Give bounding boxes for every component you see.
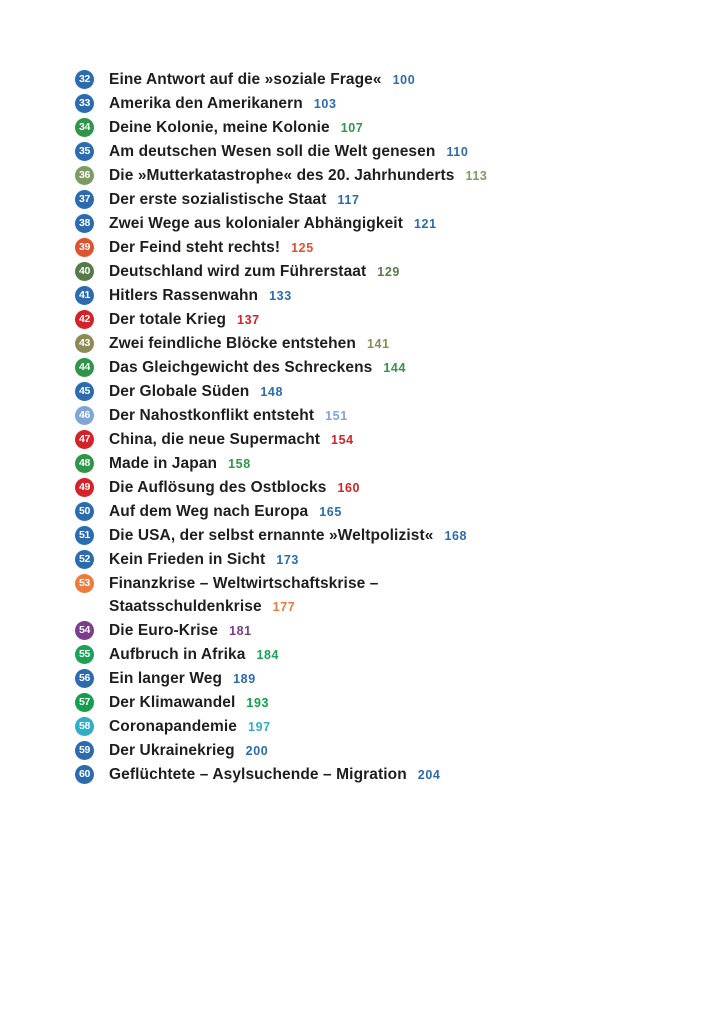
chapter-title: Aufbruch in Afrika <box>109 646 246 663</box>
chapter-number-badge: 43 <box>75 334 94 353</box>
entry-text <box>109 763 440 787</box>
chapter-title: Die Auflösung des Ostblocks <box>109 479 327 496</box>
chapter-number-badge: 36 <box>75 166 94 185</box>
toc-entry <box>75 739 675 763</box>
chapter-number-badge: 39 <box>75 238 94 257</box>
toc-entry <box>75 236 675 260</box>
chapter-number-badge: 41 <box>75 286 94 305</box>
entry-text <box>109 739 268 763</box>
toc-entry <box>75 260 675 284</box>
chapter-title: Der Globale Süden <box>109 383 250 400</box>
chapter-title: Die »Mutterkatastrophe« des 20. Jahrhunderts <box>109 167 455 184</box>
entry-text <box>109 212 437 236</box>
page-number: 154 <box>331 433 354 447</box>
chapter-title: Made in Japan <box>109 455 218 472</box>
entry-text <box>109 68 415 92</box>
chapter-title: Der totale Krieg <box>109 311 227 328</box>
chapter-number-badge: 45 <box>75 382 94 401</box>
chapter-title: Deutschland wird zum Führerstaat <box>109 263 367 280</box>
toc-entry <box>75 643 675 667</box>
toc-entry <box>75 188 675 212</box>
chapter-number-badge: 51 <box>75 526 94 545</box>
toc-entry <box>75 667 675 691</box>
chapter-number-badge: 58 <box>75 717 94 736</box>
chapter-number-badge: 49 <box>75 478 94 497</box>
chapter-number-badge: 46 <box>75 406 94 425</box>
entry-text <box>109 260 400 284</box>
chapter-title: Hitlers Rassenwahn <box>109 287 259 304</box>
chapter-number-badge: 57 <box>75 693 94 712</box>
page-number: 100 <box>392 73 416 87</box>
table-of-contents <box>75 68 675 787</box>
page-number: 129 <box>377 265 400 279</box>
chapter-title: Auf dem Weg nach Europa <box>109 503 309 520</box>
page-number: 148 <box>260 385 284 399</box>
page-number: 117 <box>337 193 360 207</box>
entry-text <box>109 140 468 164</box>
chapter-number-badge: 53 <box>75 574 94 593</box>
toc-entry <box>75 92 675 116</box>
chapter-title: Ein langer Weg <box>109 670 223 687</box>
chapter-title: Die USA, der selbst ernannte »Weltpolizist« <box>109 527 434 544</box>
chapter-title: Amerika den Amerikanern <box>109 95 303 112</box>
chapter-title: Am deutschen Wesen soll die Welt genesen <box>109 143 436 160</box>
page-number: 125 <box>291 241 314 255</box>
toc-entry <box>75 212 675 236</box>
toc-entry <box>75 548 675 572</box>
entry-text <box>109 428 354 452</box>
chapter-title: Der erste sozialistische Staat <box>109 191 327 208</box>
chapter-title: Deine Kolonie, meine Kolonie <box>109 119 330 136</box>
entry-text <box>109 332 390 356</box>
toc-entry <box>75 404 675 428</box>
toc-entry <box>75 428 675 452</box>
page-number: 141 <box>366 337 390 351</box>
page-number: 173 <box>276 553 299 567</box>
page-number: 113 <box>465 169 488 183</box>
toc-entry <box>75 524 675 548</box>
toc-entry <box>75 164 675 188</box>
chapter-number-badge: 40 <box>75 262 94 281</box>
page-number: 193 <box>246 696 270 710</box>
page-number: 160 <box>337 481 361 495</box>
entry-text <box>109 236 314 260</box>
entry-text <box>109 308 260 332</box>
page-number: 197 <box>248 720 271 734</box>
toc-entry <box>75 380 675 404</box>
toc-entry <box>75 356 675 380</box>
entry-text <box>109 715 271 739</box>
entry-text <box>109 380 283 404</box>
chapter-title: Eine Antwort auf die »soziale Frage« <box>109 71 382 88</box>
toc-entry <box>75 140 675 164</box>
chapter-title: Finanzkrise – Weltwirtschaftskrise – <box>109 575 379 592</box>
chapter-number-badge: 48 <box>75 454 94 473</box>
page-number: 137 <box>237 313 260 327</box>
chapter-number-badge: 50 <box>75 502 94 521</box>
chapter-number-badge: 47 <box>75 430 94 449</box>
toc-entry <box>75 500 675 524</box>
chapter-title: Geflüchtete – Asylsuchende – Migration <box>109 766 407 783</box>
chapter-number-badge: 37 <box>75 190 94 209</box>
chapter-number-badge: 35 <box>75 142 94 161</box>
toc-entry <box>75 308 675 332</box>
entry-text <box>109 691 269 715</box>
toc-entry <box>75 763 675 787</box>
chapter-number-badge: 32 <box>75 70 94 89</box>
page-number: 121 <box>413 217 437 231</box>
toc-entry <box>75 332 675 356</box>
toc-entry <box>75 452 675 476</box>
entry-text <box>109 116 363 140</box>
page-number: 107 <box>340 121 364 135</box>
chapter-number-badge: 52 <box>75 550 94 569</box>
toc-entry <box>75 691 675 715</box>
page-number: 168 <box>444 529 468 543</box>
chapter-number-badge: 38 <box>75 214 94 233</box>
toc-entry <box>75 715 675 739</box>
chapter-number-badge: 34 <box>75 118 94 137</box>
entry-text <box>109 452 251 476</box>
page-number: 144 <box>383 361 407 375</box>
chapter-title: Coronapandemie <box>109 718 238 735</box>
chapter-title: Zwei Wege aus kolonialer Abhängigkeit <box>109 215 403 232</box>
entry-text <box>109 476 360 500</box>
entry-text <box>109 500 342 524</box>
page-number: 181 <box>229 624 252 638</box>
toc-entry <box>75 68 675 92</box>
page-number: 204 <box>417 768 441 782</box>
chapter-title: Zwei feindliche Blöcke entstehen <box>109 335 356 352</box>
chapter-title-line2: Staatsschuldenkrise <box>109 598 262 615</box>
toc-entry <box>75 116 675 140</box>
chapter-title: Das Gleichgewicht des Schreckens <box>109 359 373 376</box>
toc-entry <box>75 284 675 308</box>
entry-text <box>109 404 348 428</box>
chapter-number-badge: 56 <box>75 669 94 688</box>
chapter-title: Kein Frieden in Sicht <box>109 551 266 568</box>
chapter-number-badge: 44 <box>75 358 94 377</box>
page-number: 189 <box>233 672 256 686</box>
chapter-title: Der Ukrainekrieg <box>109 742 235 759</box>
page-number: 158 <box>228 457 251 471</box>
page-number: 165 <box>319 505 342 519</box>
chapter-number-badge: 55 <box>75 645 94 664</box>
chapter-number-badge: 59 <box>75 741 94 760</box>
entry-text <box>109 643 279 667</box>
chapter-number-badge: 33 <box>75 94 94 113</box>
entry-text <box>109 667 256 691</box>
entry-text <box>109 164 487 188</box>
chapter-title: Der Feind steht rechts! <box>109 239 281 256</box>
toc-entry <box>75 476 675 500</box>
page-number: 110 <box>446 145 469 159</box>
page-number: 151 <box>325 409 348 423</box>
page-number: 177 <box>272 600 296 614</box>
chapter-title: China, die neue Supermacht <box>109 431 321 448</box>
entry-text <box>109 548 299 572</box>
entry-text <box>109 92 337 116</box>
page-number: 184 <box>256 648 280 662</box>
chapter-title: Der Nahostkonflikt entsteht <box>109 407 315 424</box>
chapter-number-badge: 42 <box>75 310 94 329</box>
chapter-title: Die Euro-Krise <box>109 622 219 639</box>
chapter-number-badge: 60 <box>75 765 94 784</box>
page-number: 133 <box>269 289 292 303</box>
chapter-title: Der Klimawandel <box>109 694 236 711</box>
entry-text <box>109 284 292 308</box>
toc-entry <box>75 619 675 643</box>
toc-entry <box>75 572 675 619</box>
page-number: 200 <box>245 744 269 758</box>
entry-text <box>109 524 467 548</box>
entry-text <box>109 188 360 212</box>
entry-text <box>109 572 379 619</box>
page-number: 103 <box>313 97 337 111</box>
entry-text <box>109 356 406 380</box>
chapter-number-badge: 54 <box>75 621 94 640</box>
entry-text <box>109 619 252 643</box>
